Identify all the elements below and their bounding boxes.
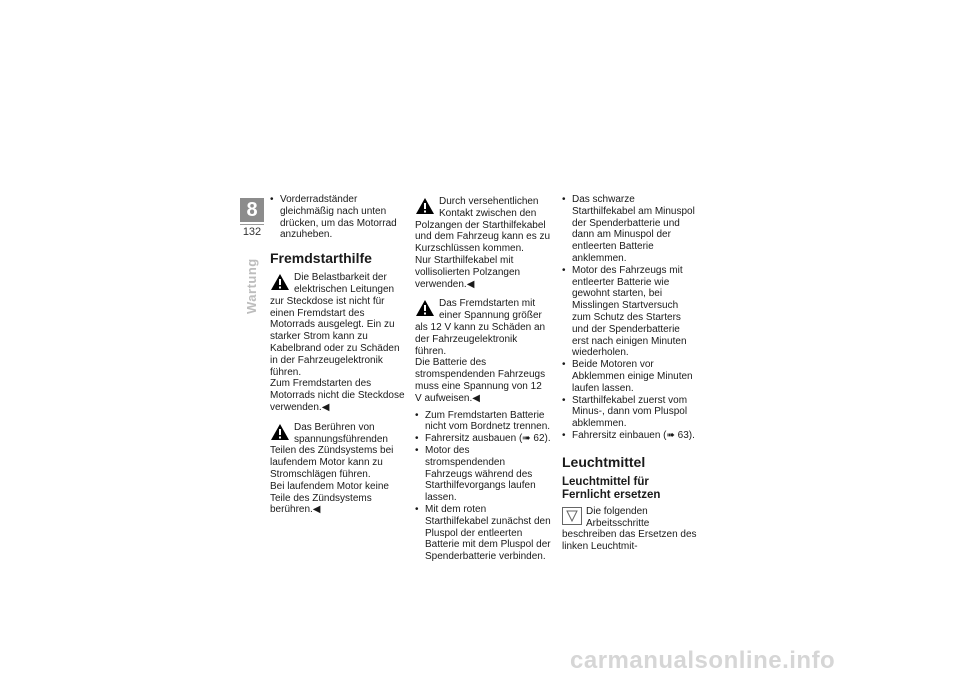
list-item: • Motor des stromspendenden Fahrzeugs während des Starthilfevorgangs laufen lassen.	[415, 444, 536, 504]
warning-triangle-icon	[270, 273, 290, 291]
list-item: • Fahrersitz einbauen (➠ 63).	[562, 429, 695, 441]
warning-instruction: Bei laufendem Motor keine Teile des Zündsystems berühren.◀	[270, 480, 389, 516]
list-item: • Motor des Fahrzeugs mit entleerter Batterie wie gewohnt starten, bei Misslingen Startversuch zum Schutz des Starters und der Spenderbatterie erst nach einigen Minuten wiederholen.	[562, 264, 687, 359]
warning-block	[270, 272, 406, 414]
column-3	[562, 194, 698, 553]
subsection-heading-fernlicht: Leuchtmittel für Fernlicht ersetzen	[562, 475, 661, 501]
chapter-side-label: Wartung	[244, 258, 259, 314]
warning-instruction: Nur Starthilfekabel mit vollisolierten Polzangen verwenden.◀	[415, 254, 521, 290]
list-item: • Starthilfekabel zuerst vom Minus-, dann vom Pluspol abklemmen.	[562, 394, 688, 430]
section-heading-leuchtmittel: Leuchtmittel	[562, 453, 646, 470]
warning-triangle-icon	[270, 423, 290, 441]
warning-text: Das Berühren von spannungsführenden Teilen des Zündsystems bei laufendem Motor kann zu Stromschlägen führen.	[270, 421, 394, 480]
note-text: Die folgenden Arbeitsschritte beschreiben das Ersetzen des linken Leuchtmit-	[562, 505, 697, 553]
warning-triangle-icon	[415, 299, 435, 317]
warning-block	[415, 298, 551, 404]
list-item: • Zum Fremdstarten Batterie nicht vom Bordnetz trennen.	[415, 409, 551, 433]
note-triangle-icon	[562, 507, 582, 525]
chapter-number-tab: 8	[240, 198, 264, 222]
warning-instruction: Zum Fremdstarten des Motorrads nicht die Steckdose verwenden.◀	[270, 378, 405, 413]
warning-triangle-icon	[415, 197, 435, 215]
page-number: 132	[242, 226, 262, 238]
warning-block	[415, 196, 551, 290]
warning-text: Das Fremdstarten mit einer Spannung größer als 12 V kann zu Schäden an der Fahrzeugelektronik führen.	[415, 298, 546, 357]
list-item: • Beide Motoren vor Abklemmen einige Minuten laufen lassen.	[562, 359, 693, 394]
section-heading-fremdstarthilfe: Fremdstarthilfe	[270, 250, 372, 267]
list-item: • Mit dem roten Starthilfekabel zunächst den Pluspol der entleerten Batterie mit dem Pluspol der Spenderbatterie verbinden.	[415, 503, 551, 563]
warning-text: Die Belastbarkeit der elektrischen Leitungen zur Steckdose ist nicht für einen Fremdstart des Motorrads ausgelegt. Ein zu starker Strom kann zu Kabelbrand oder zu Schäden in der Fahrzeugelektronik führen.	[270, 272, 400, 378]
warning-text: Durch versehentlichen Kontakt zwischen den Polzangen der Starthilfekabel und dem Fahrzeug kann es zu Kurzschlüssen kommen.	[415, 196, 551, 255]
warning-block	[270, 422, 406, 516]
page-number-rule	[240, 224, 264, 225]
column-1	[270, 194, 406, 516]
watermark: carmanualsonline.info	[570, 647, 836, 674]
column-2	[415, 194, 551, 563]
warning-instruction: Die Batterie des stromspendenden Fahrzeugs muss eine Spannung von 12 V aufweisen.◀	[415, 357, 546, 404]
list-item: • Fahrersitz ausbauen (➠ 62).	[415, 433, 551, 445]
list-item: • Das schwarze Starthilfekabel am Minuspol der Spenderbatterie und dann am Minuspol der entleerten Batterie anklemmen.	[562, 194, 695, 264]
note-block	[562, 506, 698, 553]
list-item: • Vorderradständer gleichmäßig nach unten drücken, um das Motorrad anzuheben.	[270, 194, 397, 241]
